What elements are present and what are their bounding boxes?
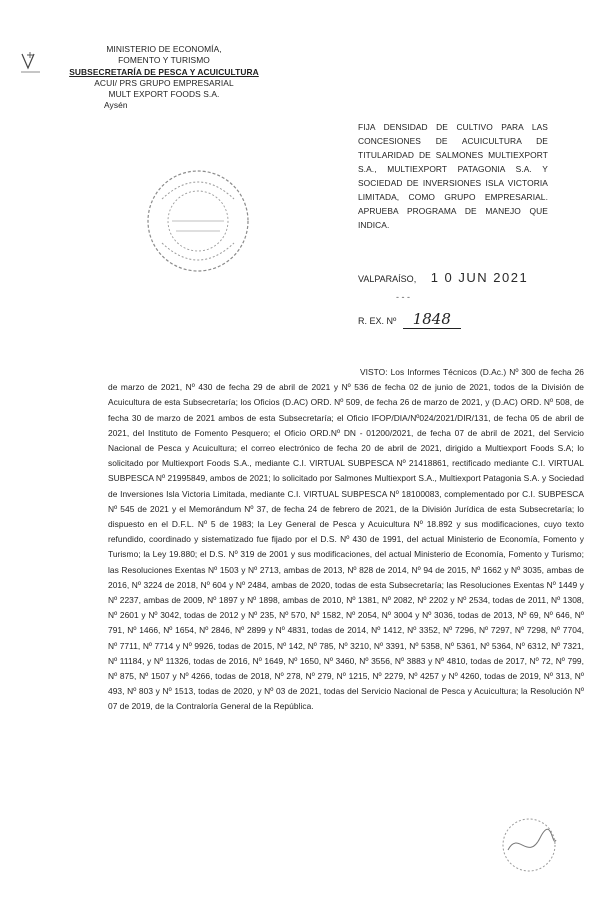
city-name: Aysén	[104, 100, 128, 111]
reference-line1: ACUI/ PRS GRUPO EMPRESARIAL	[94, 77, 234, 88]
visto-paragraph: VISTO: Los Informes Técnicos (D.Ac.) Nº 300 de fecha 26 de marzo de 2021, Nº 430 de fecha 29 de abril de 2021 y Nº 536 de fecha 02 de junio de 2021, todos de la División de Acuicultura de esta Subsecretaría; los Oficios (D.AC) ORD. Nº 509, de fecha 26 de marzo de 2021, y (D.AC) ORD. Nº 508, de fecha 30 de marzo de 2021 ambos de esta Subsecretaría; el Oficio IFOP/DIA/Nº024/2021/DIR/131, de fecha 05 de abril de 2021, del Instituto de Fomento Pesquero; el Oficio ORD.Nº DN - 01200/2021, de fecha 07 de abril de 2021, del Servicio Nacional de Pesca y Acuicultura; el correo electrónico de fecha 20 de abril de 2021, dirigido a Multiexport Foods S.A; lo solicitado por Multiexport Foods S.A., mediante C.I. VIRTUAL SUBPESCA Nº 21418861, rectificado mediante C.I. VIRTUAL SUBPESCA Nº 21995849, ambos de 2021; lo solicitado por Salmones Multiexport S.A., Multiexport Patagonia S.A. y Sociedad de Inversiones Isla Victoria Limitada, mediante C.I. VIRTUAL SUBPESCA Nº 18100083, complementado por C.I. SUBPESCA Nº 545 de 2021 y el Memorándum Nº 37, de fecha 24 de febrero de 2021, de la División Jurídica de esta Subsecretaría; lo dispuesto en el D.F.L. Nº 5 de 1983; la Ley General de Pesca y Acuicultura Nº 18.892 y sus modificaciones, cuyo texto refundido, coordinado y sistematizado fue fijado por el D.S. Nº 430 de 1991, del actual Ministerio de Economía, Fomento y Turismo; la Ley 19.880; el D.S. Nº 319 de 2001 y sus modificaciones, del actual Ministerio de Economía, Fomento y Turismo; las Resoluciones Exentas Nº 1503 y Nº 2713, ambas de 2013, Nº 828 de 2014, Nº 94 de 2015, Nº 1662 y Nº 3035, ambas de 2016, Nº 3224 de 2018, Nº 604 y Nº 2484, ambas de 2020, todas de esta Subsecretaría; las Resoluciones Exentas Nº 1449 y Nº 2237, ambas de 2009, Nº 1897 y Nº 1898, ambas de 2010, Nº 1381, Nº 2082, Nº 2202 y Nº 2534, todas de 2011, Nº 1308, Nº 2601 y Nº 3042, todas de 2012 y Nº 235, Nº 570, Nº 1582, Nº 2054, Nº 3004 y Nº 3036, todas de 2013, Nº 69, Nº 646, Nº 791, Nº 1466, Nº 1654, Nº 2846, Nº 2899 y Nº 4831, todas de 2014, Nº 1412, Nº 3352, Nº 7296, Nº 7297, Nº 7298, Nº 7704, Nº 7711, Nº 7714 y Nº 9926, todas de 2015, Nº 142, Nº 785, Nº 3210, Nº 3391, Nº 5358, Nº 5361, Nº 5364, Nº 6312, Nº 7321, Nº 11184, y Nº 11326, todas de 2016, Nº 1649, Nº 1650, Nº 3460, Nº 3556, Nº 3883 y Nº 4810, todas de 2017, Nº 72, Nº 799, Nº 875, Nº 1507 y Nº 4266, todas de 2018, Nº 278, Nº 279, Nº 1215, Nº 2279, Nº 4257 y Nº 4260, todas de 2019, Nº 313, Nº 493, Nº 803 y Nº 1513, todas de 2020, y Nº 03 de 2021, todas del Servicio Nacional de Pesca y Acuicultura; la Resolución Nº 07 de 2019, de la Contraloría General de la República.	[108, 367, 584, 712]
dash-separator: - - -	[396, 292, 410, 302]
resolution-number-line	[358, 310, 461, 329]
signature-stamp	[494, 810, 564, 880]
round-office-stamp	[142, 165, 254, 277]
reference-line2: MULT EXPORT FOODS S.A.	[108, 89, 220, 100]
resolution-summary: FIJA DENSIDAD DE CULTIVO PARA LAS CONCESIONES DE ACUICULTURA DE TITULARIDAD DE SALMONES MULTIEXPORT S.A., MULTIEXPORT PATAGONIA S.A. Y SOCIEDAD DE INVERSIONES ISLA VICTORIA LIMITADA, COMO GRUPO EMPRESARIAL. APRUEBA PROGRAMA DE MANEJO QUE INDICA.	[358, 122, 548, 230]
ministry-name-line1: MINISTERIO DE ECONOMÍA,	[106, 44, 222, 54]
rex-label: R. EX. Nº	[358, 316, 397, 326]
letterhead	[64, 44, 264, 112]
government-logo-icon	[18, 50, 44, 76]
date-line	[358, 270, 528, 285]
subsecretaria-name: SUBSECRETARÍA DE PESCA Y ACUICULTURA	[69, 66, 259, 77]
rex-number: 1848	[403, 310, 461, 329]
date-stamp: 1 0 JUN 2021	[430, 270, 529, 285]
ministry-name-line2: FOMENTO Y TURISMO	[118, 55, 210, 66]
place-label: VALPARAÍSO,	[358, 274, 417, 284]
